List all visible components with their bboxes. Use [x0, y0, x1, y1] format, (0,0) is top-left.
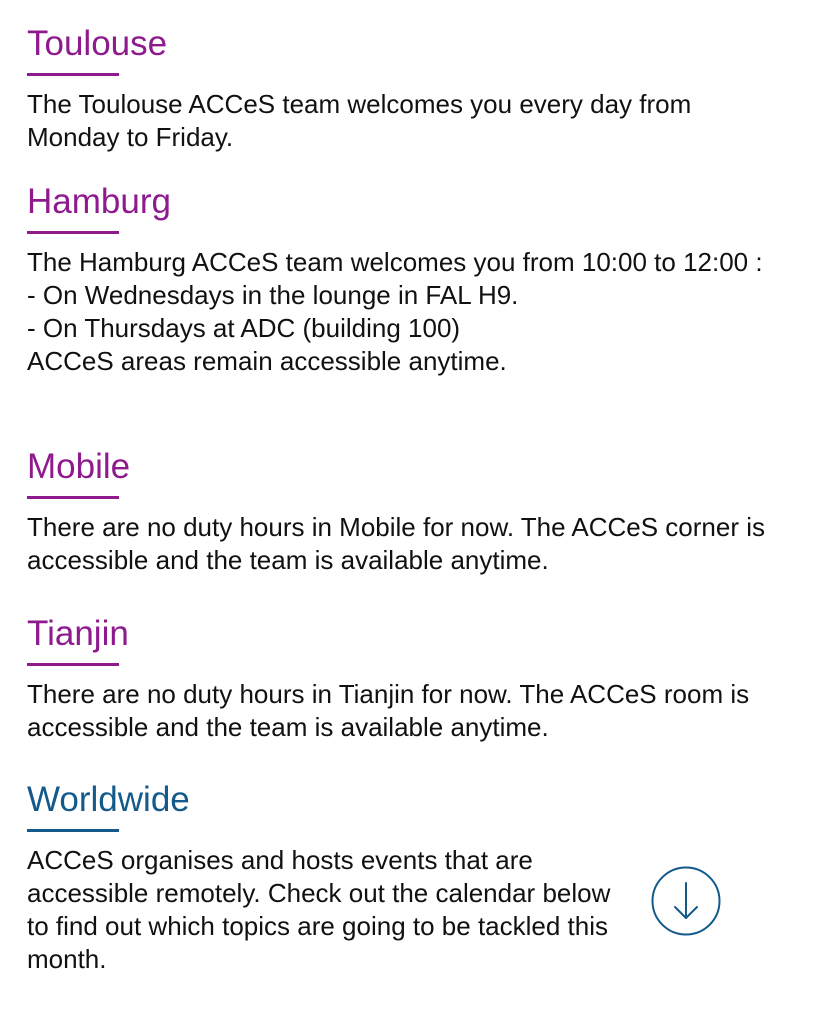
- hamburg-description: [27, 246, 787, 378]
- tianjin-description: [27, 678, 787, 744]
- hamburg-line: The Hamburg ACCeS team welcomes you from 10:00 to 12:00 :: [27, 247, 763, 277]
- heading-underline: [27, 663, 119, 666]
- toulouse-description: [27, 88, 787, 154]
- section-hamburg: [27, 182, 787, 378]
- heading-underline: [27, 73, 119, 76]
- heading-hamburg: Hamburg: [27, 182, 171, 221]
- section-toulouse: [27, 24, 787, 154]
- worldwide-description: [27, 844, 627, 976]
- tianjin-line: There are no duty hours in Tianjin for now. The ACCeS room is accessible and the team is available anytime.: [27, 679, 750, 742]
- section-mobile: [27, 447, 787, 577]
- mobile-description: [27, 511, 787, 577]
- scroll-down-button[interactable]: [651, 866, 721, 936]
- heading-underline: [27, 496, 119, 499]
- section-tianjin: [27, 614, 787, 744]
- worldwide-line: ACCeS organises and hosts events that are accessible remotely. Check out the calendar below to find out which topics are going to be tackled this month.: [27, 845, 611, 974]
- toulouse-line: The Toulouse ACCeS team welcomes you every day from Monday to Friday.: [27, 89, 692, 152]
- hamburg-line: - On Wednesdays in the lounge in FAL H9.: [27, 280, 519, 310]
- heading-worldwide: Worldwide: [27, 780, 190, 819]
- heading-toulouse: Toulouse: [27, 24, 168, 63]
- hamburg-line: - On Thursdays at ADC (building 100): [27, 313, 461, 343]
- heading-tianjin: Tianjin: [27, 614, 129, 653]
- heading-underline: [27, 829, 119, 832]
- arrow-down-circle-icon: [651, 866, 721, 936]
- heading-mobile: Mobile: [27, 447, 131, 486]
- mobile-line: There are no duty hours in Mobile for now. The ACCeS corner is accessible and the team is available anytime.: [27, 512, 766, 575]
- hamburg-line: ACCeS areas remain accessible anytime.: [27, 346, 507, 376]
- heading-underline: [27, 231, 119, 234]
